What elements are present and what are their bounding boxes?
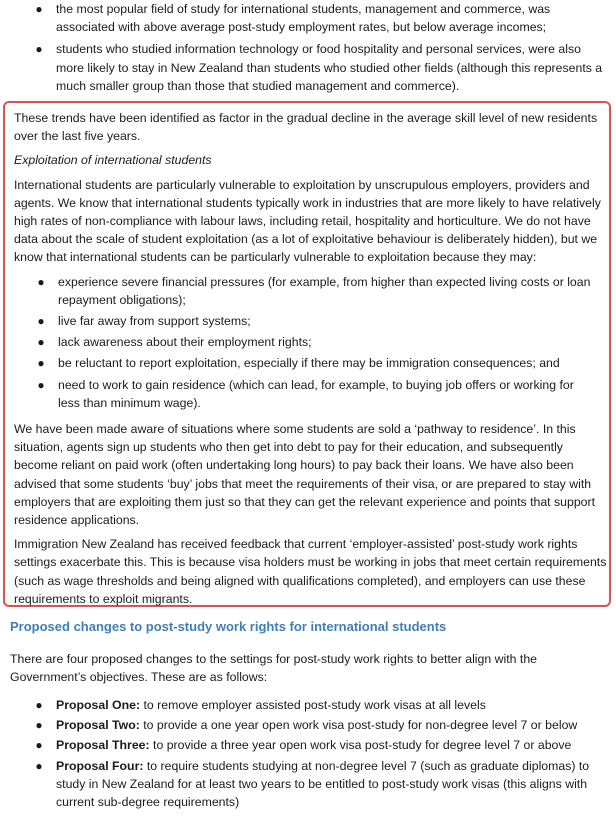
bullet-text: need to work to gain residence (which can lead, for example, to buying job offers or working for less than minimum wage). bbox=[58, 377, 574, 410]
top-bullet-list bbox=[35, 0, 604, 99]
bullet-text: be reluctant to report exploitation, especially if there may be immigration consequences; and bbox=[58, 356, 560, 371]
bullet-icon: ● bbox=[37, 314, 45, 329]
list-item bbox=[37, 312, 608, 330]
bullet-icon: ● bbox=[35, 698, 43, 712]
bullet-icon: ● bbox=[37, 377, 45, 392]
trends-paragraph: These trends have been identified as factor in the gradual decline in the average skill level of new residents over the last five years. bbox=[14, 111, 598, 144]
proposal-item bbox=[35, 716, 608, 734]
bullet-icon: ● bbox=[37, 335, 45, 350]
bullet-text: the most popular field of study for international students, management and commerce, was associated with above average post-study employment rates, but below average incomes; bbox=[56, 2, 551, 35]
bullet-icon: ● bbox=[35, 42, 43, 57]
list-item bbox=[37, 273, 608, 309]
proposal-label: Proposal One: bbox=[56, 698, 141, 712]
bullet-text: lack awareness about their employment rights; bbox=[58, 335, 312, 350]
highlight-content bbox=[14, 109, 608, 614]
proposal-text: to remove employer assisted post-study work visas at all levels bbox=[140, 698, 486, 712]
proposal-item bbox=[35, 736, 608, 754]
proposal-text: to require students studying at non-degree level 7 (such as graduate diplomas) to study in New Zealand for at least two years to be entitled to post-study work visas (this aligns with current sub-degree requirements) bbox=[56, 758, 590, 810]
list-item bbox=[37, 354, 608, 372]
bullet-text: live far away from support systems; bbox=[58, 314, 251, 329]
bullet-text: students who studied information technology or food hospitality and personal services, were also more likely to stay in New Zealand than students who studied other fields (although this represents a much smaller group than those that studied management and commerce). bbox=[56, 42, 603, 93]
proposal-text: to provide a one year open work visa post-study for non-degree level 7 or below bbox=[139, 718, 578, 733]
pathway-paragraph: We have been made aware of situations where some students are sold a ‘pathway to residence’. In this situation, agents sign up students who then get into debt to pay for their education, and subsequently become reliant on paid work (often undertaking long hours) to pay back their loans. We have also been advised that some students ‘buy’ jobs that meet the requirements of their visa, or are prepared to stay with employers that are exploiting them just so that they can get the relevant experience and points that support residence applications. bbox=[14, 422, 596, 528]
proposal-item bbox=[35, 757, 608, 812]
bullet-text: experience severe financial pressures (for example, from higher than expected living costs or loan repayment obligations); bbox=[58, 274, 591, 307]
bullet-icon: ● bbox=[37, 274, 45, 289]
exploitation-subheading: Exploitation of international students bbox=[14, 153, 212, 168]
section-heading: Proposed changes to post-study work rights for international students bbox=[10, 619, 447, 634]
feedback-paragraph: Immigration New Zealand has received feedback that current ‘employer-assisted’ post-study work rights settings exacerbate this. This is because visa holders must be working in jobs that meet certain requirements (such as wage thresholds and being aligned with qualifications completed), and employers can use these requirements to exploit migrants. bbox=[14, 537, 607, 606]
proposal-item bbox=[35, 696, 608, 714]
bullet-icon: ● bbox=[35, 718, 43, 733]
intro-paragraph: There are four proposed changes to the settings for post-study work rights to better align with the Government’s objectives. These are as follows: bbox=[10, 652, 538, 685]
list-item bbox=[37, 376, 608, 412]
proposal-list bbox=[35, 696, 608, 813]
proposal-text: to provide a three year open work visa post-study for degree level 7 or above bbox=[149, 738, 572, 753]
list-item bbox=[37, 333, 608, 351]
bullet-icon: ● bbox=[37, 356, 45, 371]
bullet-icon: ● bbox=[35, 758, 43, 773]
proposal-label: Proposal Two: bbox=[56, 718, 140, 733]
vulnerability-bullet-list bbox=[37, 273, 608, 412]
list-item bbox=[35, 40, 604, 95]
proposal-label: Proposal Four: bbox=[56, 758, 144, 773]
bullet-icon: ● bbox=[35, 738, 43, 753]
vulnerability-paragraph: International students are particularly vulnerable to exploitation by unscrupulous employers, providers and agents. We know that international students typically work in industries that are more likely to have relatively high rates of non-compliance with labour laws, including retail, hospitality and horticulture. We do not have data about the scale of student exploitation (as a lot of exploitative behaviour is deliberately hidden), but we know that international students can be particularly vulnerable to exploitation because they may: bbox=[14, 177, 601, 265]
proposal-label: Proposal Three: bbox=[56, 738, 150, 753]
bullet-icon: ● bbox=[35, 2, 43, 16]
list-item bbox=[35, 0, 604, 36]
highlight-box bbox=[3, 101, 611, 607]
